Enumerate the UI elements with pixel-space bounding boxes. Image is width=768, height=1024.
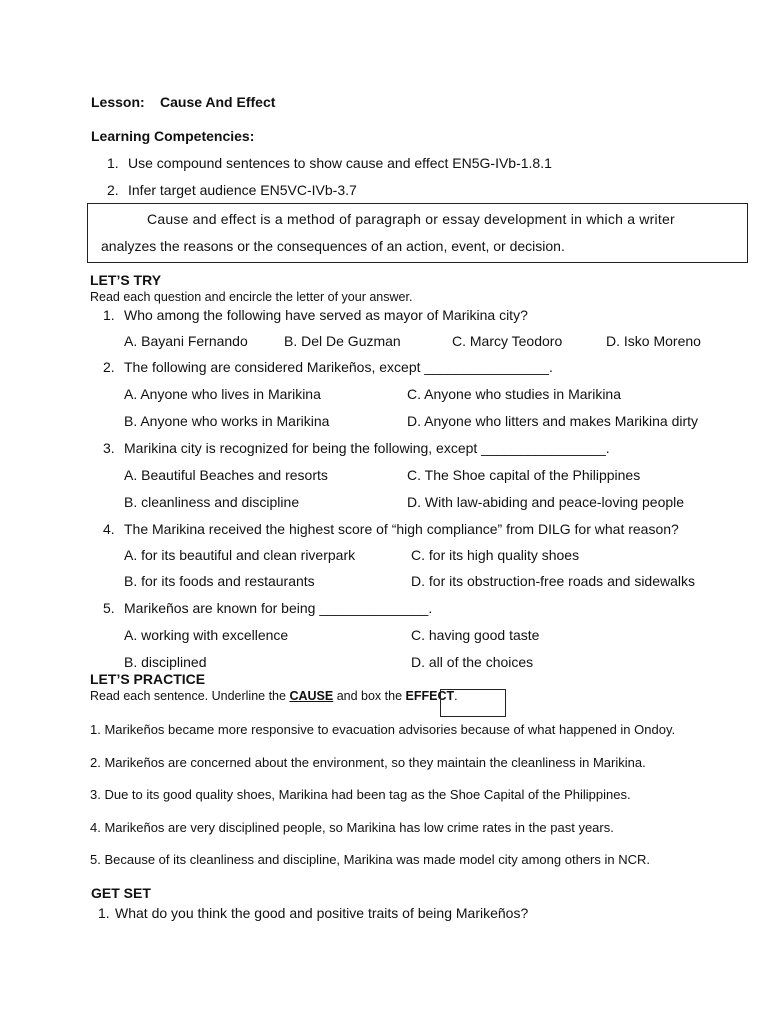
choice-a[interactable]: A. working with excellence <box>124 627 289 643</box>
effect-box <box>440 689 506 717</box>
choice-d[interactable]: D. With law-abiding and peace-loving people <box>407 494 685 510</box>
practice-sentence: 2. Marikeños are concerned about the environment, so they maintain the cleanliness in Marikina. <box>90 755 646 770</box>
question-number: 5. <box>103 600 115 616</box>
choice-c[interactable]: C. The Shoe capital of the Philippines <box>407 467 641 483</box>
instruction-text: . <box>454 689 458 703</box>
competencies-heading: Learning Competencies: <box>91 128 255 144</box>
choice-a[interactable]: A. Bayani Fernando <box>124 333 248 349</box>
lesson-title: Cause And Effect <box>160 94 276 110</box>
competency-item: Use compound sentences to show cause and effect EN5G-IVb-1.8.1 <box>128 155 552 171</box>
lesson-label: Lesson: <box>91 94 145 110</box>
instruction-text: and box the <box>333 689 406 703</box>
choice-b[interactable]: B. Del De Guzman <box>284 333 401 349</box>
choice-a[interactable]: A. Beautiful Beaches and resorts <box>124 467 328 483</box>
question-text: The Marikina received the highest score of “high compliance” from DILG for what reason? <box>124 521 679 537</box>
definition-line-2: analyzes the reasons or the consequences of an action, event, or decision. <box>101 238 565 254</box>
choice-c[interactable]: C. for its high quality shoes <box>411 547 580 563</box>
definition-line-1: Cause and effect is a method of paragraph or essay development in which a writer <box>147 211 675 227</box>
practice-sentence: 3. Due to its good quality shoes, Marikina had been tag as the Shoe Capital of the Philippines. <box>90 787 631 802</box>
lets-try-instruction: Read each question and encircle the letter of your answer. <box>90 290 413 304</box>
choice-d[interactable]: D. Isko Moreno <box>606 333 701 349</box>
choice-b[interactable]: B. for its foods and restaurants <box>124 573 315 589</box>
choice-c[interactable]: C. Marcy Teodoro <box>452 333 563 349</box>
choice-d[interactable]: D. all of the choices <box>411 654 534 670</box>
question-text: The following are considered Marikeños, except ________________. <box>124 359 553 375</box>
cause-keyword: CAUSE <box>289 689 334 703</box>
question-text: Who among the following have served as mayor of Marikina city? <box>124 307 528 323</box>
choice-a[interactable]: A. Anyone who lives in Marikina <box>124 386 321 402</box>
practice-sentence: 5. Because of its cleanliness and discipline, Marikina was made model city among others in NCR. <box>90 852 650 867</box>
choice-d[interactable]: D. for its obstruction-free roads and sidewalks <box>411 573 696 589</box>
competency-item: Infer target audience EN5VC-IVb-3.7 <box>128 182 357 198</box>
get-set-heading: GET SET <box>91 885 151 901</box>
question-number: 4. <box>103 521 115 537</box>
choice-d[interactable]: D. Anyone who litters and makes Marikina dirty <box>407 413 699 429</box>
competency-number: 1. <box>107 155 119 171</box>
practice-sentence: 4. Marikeños are very disciplined people, so Marikina has low crime rates in the past years. <box>90 820 614 835</box>
question-text: What do you think the good and positive traits of being Marikeños? <box>115 905 529 921</box>
choice-b[interactable]: B. disciplined <box>124 654 207 670</box>
question-number: 1. <box>103 307 115 323</box>
competency-number: 2. <box>107 182 119 198</box>
practice-sentence: 1. Marikeños became more responsive to evacuation advisories because of what happened in Ondoy. <box>90 722 676 737</box>
lets-practice-instruction <box>90 689 458 703</box>
choice-c[interactable]: C. Anyone who studies in Marikina <box>407 386 621 402</box>
question-text: Marikina city is recognized for being the following, except ________________. <box>124 440 610 456</box>
choice-b[interactable]: B. Anyone who works in Marikina <box>124 413 330 429</box>
choice-b[interactable]: B. cleanliness and discipline <box>124 494 300 510</box>
choice-c[interactable]: C. having good taste <box>411 627 540 643</box>
question-number: 2. <box>103 359 115 375</box>
question-text: Marikeños are known for being ______________. <box>124 600 433 616</box>
lets-practice-heading: LET’S PRACTICE <box>90 671 206 687</box>
choice-a[interactable]: A. for its beautiful and clean riverpark <box>124 547 356 563</box>
effect-keyword: EFFECT <box>405 689 455 703</box>
instruction-text: Read each sentence. Underline the <box>90 689 290 703</box>
question-number: 1. <box>98 905 110 921</box>
question-number: 3. <box>103 440 115 456</box>
lets-try-heading: LET’S TRY <box>90 272 162 288</box>
